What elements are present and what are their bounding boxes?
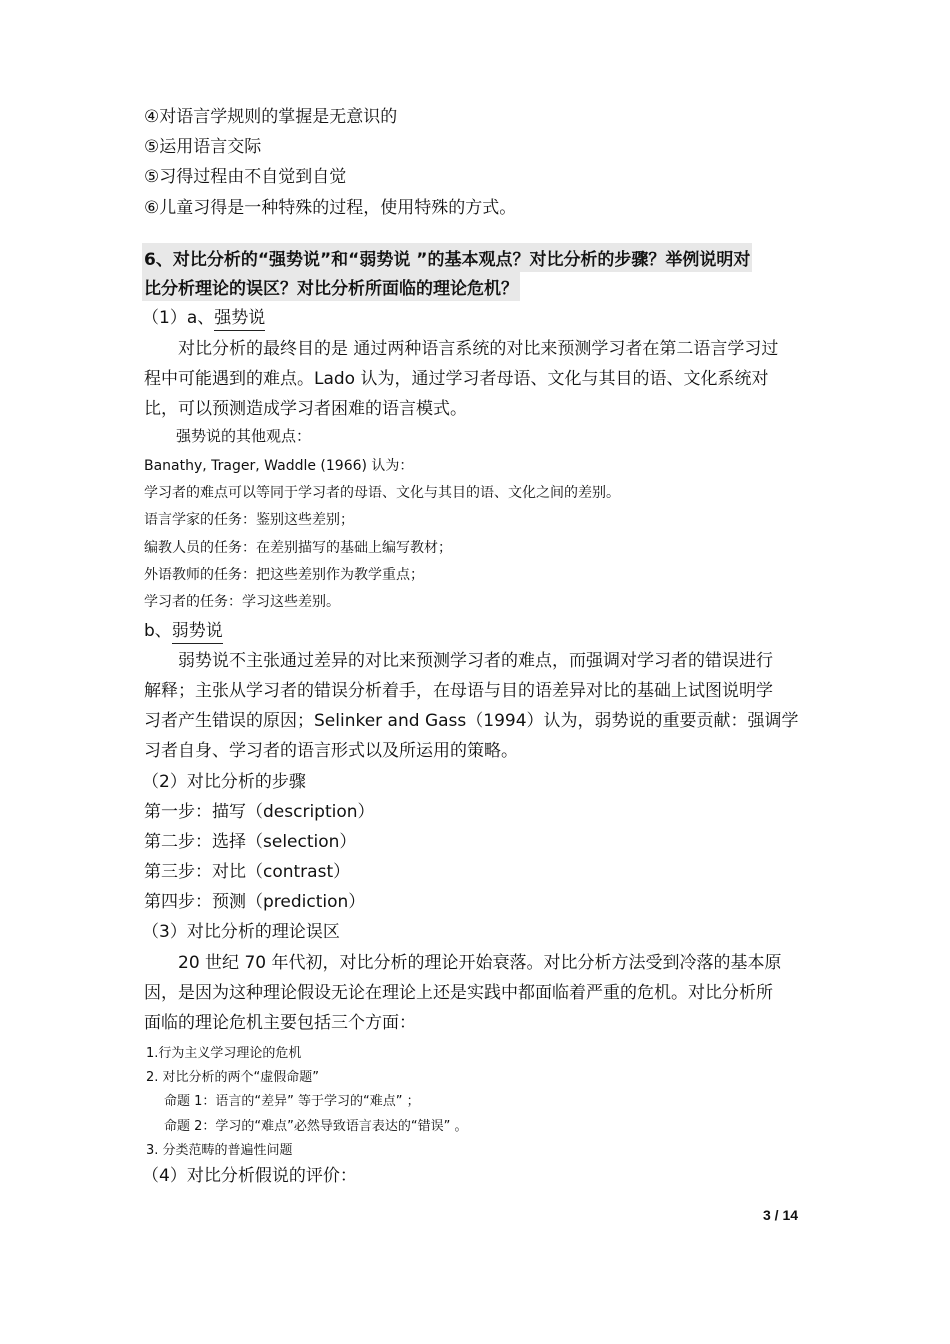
paragraph-line: 习者自身、学习者的语言形式以及所运用的策略。 [144, 741, 518, 761]
other-view-line: 学习者的任务：学习这些差别。 [144, 594, 340, 610]
crisis-item: 2. 对比分析的两个“虚假命题” [146, 1070, 320, 1085]
question-heading-line2: 比分析理论的误区？对比分析所面临的理论危机？ [142, 272, 520, 301]
step-item: 第四步：预测（prediction） [144, 892, 366, 912]
step-item: 第三步：对比（contrast） [144, 862, 351, 882]
list-item: ④对语言学规则的掌握是无意识的 [144, 107, 398, 127]
paragraph-line: 解释；主张从学习者的错误分析着手，在母语与目的语差异对比的基础上试图说明学 [144, 681, 773, 701]
strong-label: 强势说 [214, 308, 265, 331]
paragraph-line: 习者产生错误的原因；Selinker and Gass（1994）认为，弱势说的重要贡献：强调学 [144, 711, 799, 731]
paragraph-line: 20 世纪 70 年代初，对比分析的理论开始衰落。对比分析方法受到冷落的基本原 [178, 953, 782, 973]
misreading-title: （3）对比分析的理论误区 [142, 922, 340, 942]
evaluation-title: （4）对比分析假说的评价： [142, 1166, 357, 1186]
crisis-proposition: 命题 2：学习的“难点”必然导致语言表达的“错误” 。 [164, 1119, 468, 1134]
other-view-line: 外语教师的任务：把这些差别作为教学重点； [144, 567, 424, 583]
other-views-title: 强势说的其他观点： [176, 427, 312, 445]
weak-label: 弱势说 [172, 621, 223, 644]
strong-hypothesis-heading [142, 303, 265, 328]
question-heading-line1: 6、对比分析的“强势说”和“弱势说 ”的基本观点？对比分析的步骤？举例说明对 [142, 243, 752, 272]
paragraph-line: 面临的理论危机主要包括三个方面： [144, 1013, 416, 1033]
page-number: 3 / 14 [763, 1207, 799, 1223]
paragraph-line: 对比分析的最终目的是 通过两种语言系统的对比来预测学习者在第二语言学习过 [178, 339, 779, 359]
paragraph-line: 比，可以预测造成学习者困难的语言模式。 [144, 399, 467, 419]
paragraph-line: 弱势说不主张通过差异的对比来预测学习者的难点，而强调对学习者的错误进行 [178, 651, 773, 671]
steps-title: （2）对比分析的步骤 [142, 772, 306, 792]
other-view-line: 语言学家的任务：鉴别这些差别； [144, 512, 354, 528]
weak-hypothesis-heading [144, 616, 223, 641]
step-item: 第二步：选择（selection） [144, 832, 357, 852]
crisis-item: 3. 分类范畴的普遍性问题 [146, 1143, 293, 1158]
crisis-proposition: 命题 1：语言的“差异” 等于学习的“难点” ； [164, 1094, 420, 1109]
other-view-line: 编教人员的任务：在差别描写的基础上编写教材； [144, 540, 452, 556]
paragraph-line: 因，是因为这种理论假设无论在理论上还是实践中都面临着严重的危机。对比分析所 [144, 983, 773, 1003]
weak-prefix: b、 [144, 621, 172, 641]
strong-prefix: （1）a、 [142, 308, 215, 328]
crisis-item: 1.行为主义学习理论的危机 [146, 1046, 302, 1061]
list-item: ⑤习得过程由不自觉到自觉 [144, 167, 347, 187]
other-view-line: Banathy, Trager, Waddle (1966) 认为： [144, 458, 414, 474]
list-item: ⑤运用语言交际 [144, 137, 262, 157]
list-item: ⑥儿童习得是一种特殊的过程，使用特殊的方式。 [144, 198, 517, 218]
paragraph-line: 程中可能遇到的难点。Lado 认为，通过学习者母语、文化与其目的语、文化系统对 [144, 369, 769, 389]
other-view-line: 学习者的难点可以等同于学习者的母语、文化与其目的语、文化之间的差别。 [144, 485, 620, 501]
step-item: 第一步：描写（description） [144, 802, 375, 822]
